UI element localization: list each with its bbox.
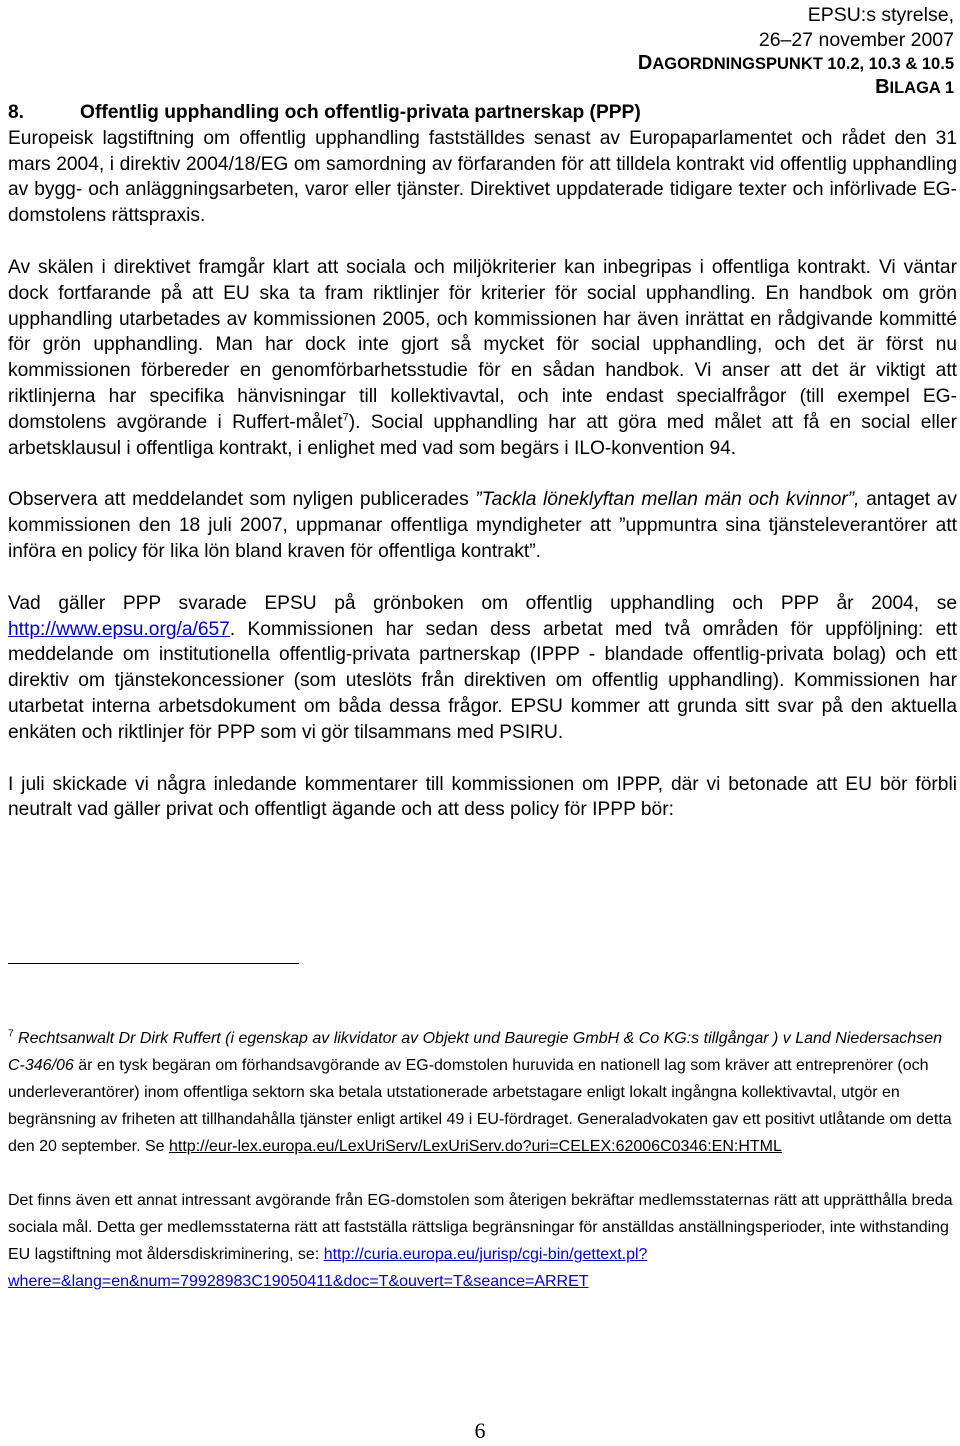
section-title: Offentlig upphandling och offentlig-privata partnerskap (PPP): [80, 102, 641, 123]
page-number: 6: [474, 1418, 486, 1443]
header-agenda-item: [638, 52, 954, 75]
paragraph-social-criteria: [8, 255, 957, 461]
footnote-text: är en tysk begäran om förhandsavgörande av EG-domstolen huruvida en nationell lag som kräver att entreprenörer (och underleverantörer) inom offentliga sektorn ska betala utstationerade arbetstagare enligt lokalt ingångna kollektivavtal, utgör en begränsning av friheten att tillhandahålla tjänster enligt artikel 49 i EU-fördraget. Generaladvokaten gav ett positivt utlåtande om detta den 20 september. Se: [8, 1057, 952, 1155]
para3-italic-title: ”Tackla löneklyftan mellan män och kvinnor”,: [475, 489, 860, 511]
paragraph-pay-gap: [8, 487, 957, 564]
footnote-second-paragraph: [8, 1187, 953, 1295]
agenda-text: AGORDNINGSPUNKT 10.2, 10.3 & 10.5: [652, 55, 954, 73]
footnote-ref-7[interactable]: 7: [342, 411, 349, 424]
para3-text-a: Observera att meddelandet som nyligen publicerades: [8, 489, 476, 511]
para2-text-b: ). Social upphandling har att göra med målet att få en social eller arbetsklausul i offentliga kontrakt, i enlighet med vad som begärs i ILO-konvention 94.: [8, 411, 957, 459]
epsu-link[interactable]: http://www.epsu.org/a/657: [8, 618, 230, 640]
main-text: [8, 100, 957, 823]
para2-text-a: Av skälen i direktivet framgår klart att sociala och miljökriterier kan inbegripas i offentliga kontrakt. Vi väntar dock fortfarande på att EU ska ta fram riktlinjer för kriterier för social upphandling. En handbok om grön upphandling utarbetades av kommissionen 2005, och kommissionen har även inrättat en rådgivande kommitté för grön upphandling. Man har dock inte gjort så mycket för social upphandling, och det är först nu kommissionen förbereder en genomförbarhetsstudie för en sådan handbok. Vi anser att det är viktigt att riktlinjerna har specifika hänvisningar till kollektivavtal, och inte endast specialfrågor (till exempel EG-domstolens avgörande i Ruffert-målet: [8, 256, 957, 433]
footnote-7: [8, 1025, 953, 1160]
footnote-block: [8, 1025, 953, 1295]
footnote-para2-text: Det finns även ett annat intressant avgörande från EG-domstolen som återigen bekräftar medlemsstaternas rätt att upprätthålla breda sociala mål. Detta ger medlemsstaterna rätt att fastställa rättsliga begränsningar för anställdas anställningsperioder, inte withstanding EU lagstiftning mot åldersdiskriminering, se:: [8, 1192, 953, 1263]
section-number: 8.: [8, 102, 25, 123]
para4-text-a: Vad gäller PPP svarade EPSU på grönboken om offentlig upphandling och PPP år 2004, se: [8, 592, 957, 614]
header-meeting: EPSU:s styrelse,: [807, 4, 954, 26]
annex-initial: B: [875, 76, 890, 98]
paragraph-directive: Europeisk lagstiftning om offentlig upphandling fastställdes senast av Europaparlamentet och rådet den 31 mars 2004, i direktiv 2004/18/EG om samordning av förfaranden för att tilldela kontrakt vid offentlig upphandling av bygg- och anläggningsarbeten, varor eller tjänster. Direktivet uppdaterade tidigare texter och införlivade EG-domstolens rättspraxis.: [8, 127, 957, 227]
paragraph-ppp: [8, 591, 957, 746]
para3-text-b: antaget av kommissionen den 18 juli 2007, uppmanar offentliga myndigheter att ”uppmuntra sina tjänsteleverantörer att införa en policy för lika lön bland kraven för offentliga kontrakt”.: [8, 489, 957, 562]
header-date: 26–27 november 2007: [758, 29, 954, 51]
eurlex-link[interactable]: http://eur-lex.europa.eu/LexUriServ/LexUriServ.do?uri=CELEX:62006C0346:EN:HTML: [169, 1138, 782, 1155]
curia-link[interactable]: http://curia.europa.eu/jurisp/cgi-bin/gettext.pl?where=&lang=en&num=79928983C19050411&doc=T&ouvert=T&seance=ARRET: [8, 1246, 648, 1290]
agenda-initial: D: [637, 52, 653, 74]
header-annex: [875, 76, 954, 99]
para4-text-b: . Kommissionen har sedan dess arbetat med två områden för uppföljning: ett meddelande om institutionella offentlig-privata partnerskap (IPPP - blandade offentlig-privata bolag) och ett direktiv om tjänstekoncessioner (som uteslöts från direktiven om offentlig upphandling). Kommissionen har utarbetat interna arbetsdokument om båda dessa frågor. EPSU kommer att grunda sitt svar på den aktuella enkäten och riktlinjer för PPP som vi gör tilsammans med PSIRU.: [8, 618, 957, 743]
footnote-case-title: Rechtsanwalt Dr Dirk Ruffert (i egenskap av likvidator av Objekt und Bauregie GmbH & Co KG:s tillgångar ) v Land Niedersachsen C-346/06: [8, 1030, 942, 1074]
footnote-number: 7: [8, 1028, 14, 1040]
footnote-separator: [8, 963, 299, 964]
paragraph-ippp: I juli skickade vi några inledande kommentarer till kommissionen om IPPP, där vi betonade att EU bör förbli neutralt vad gäller privat och offentligt ägande och att dess policy för IPPP bör:: [8, 773, 957, 821]
section-heading: [8, 100, 957, 126]
annex-text: ILAGA 1: [889, 79, 954, 97]
